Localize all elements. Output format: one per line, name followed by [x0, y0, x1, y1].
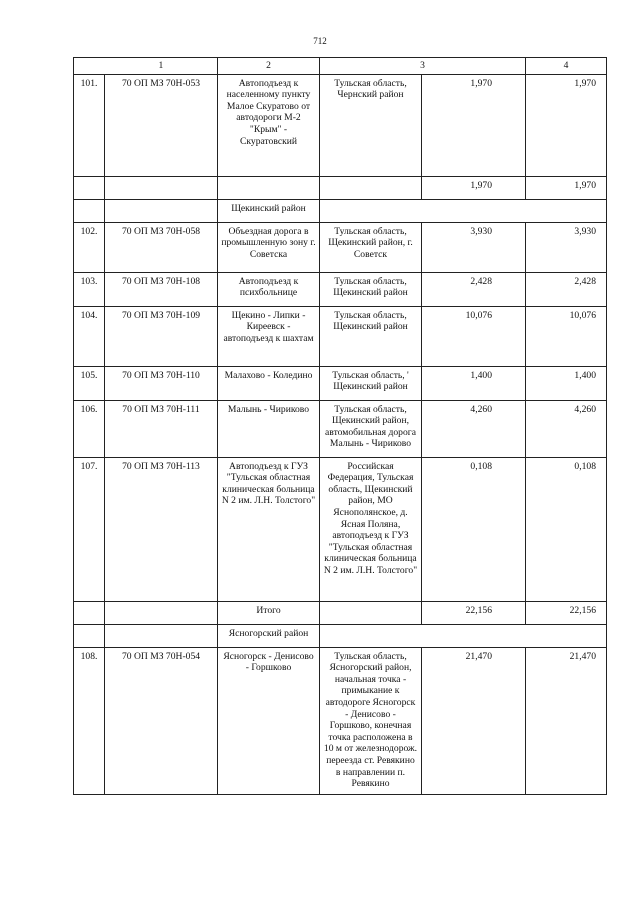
- road-length: 21,470: [422, 647, 526, 794]
- road-name: Автоподъезд к ГУЗ "Тульская областная клиническая больница N 2 им. Л.Н. Толстого": [218, 457, 320, 601]
- district-row: [74, 199, 607, 222]
- empty-cell: [74, 176, 105, 199]
- road-length-total: 4,260: [526, 400, 607, 457]
- subtotal-label: Итого: [218, 601, 320, 624]
- road-code: 70 ОП МЗ 70Н-058: [105, 222, 218, 272]
- row-number: 103.: [74, 272, 105, 306]
- row-number: 102.: [74, 222, 105, 272]
- road-location: Тульская область, Чернский район: [320, 74, 422, 176]
- road-length-total: 3,930: [526, 222, 607, 272]
- road-length-total: 2,428: [526, 272, 607, 306]
- road-length: 0,108: [422, 457, 526, 601]
- road-name: Объездная дорога в промышленную зону г. Советска: [218, 222, 320, 272]
- road-length: 10,076: [422, 306, 526, 366]
- subtotal-length-total: 22,156: [526, 601, 607, 624]
- road-name: Малынь - Чириково: [218, 400, 320, 457]
- table-row: [74, 74, 607, 176]
- page-number: 712: [313, 36, 327, 46]
- empty-cell: [105, 176, 218, 199]
- subtotal-label: [218, 176, 320, 199]
- empty-cell: [105, 624, 218, 647]
- road-name: Автоподъезд к психбольнице: [218, 272, 320, 306]
- table-row: [74, 647, 607, 794]
- row-number: 105.: [74, 366, 105, 400]
- district-name: Щекинский район: [218, 199, 320, 222]
- empty-cell: [105, 601, 218, 624]
- row-number: 108.: [74, 647, 105, 794]
- road-location: Тульская область, Щекинский район: [320, 272, 422, 306]
- road-code: 70 ОП МЗ 70Н-109: [105, 306, 218, 366]
- road-name: Ясногорск - Денисово - Горшково: [218, 647, 320, 794]
- table-row: [74, 272, 607, 306]
- table-row: [74, 457, 607, 601]
- empty-cell: [320, 601, 422, 624]
- empty-cell: [105, 199, 218, 222]
- road-location: Тульская область, Щекинский район: [320, 306, 422, 366]
- road-location: Российская Федерация, Тульская область, Щекинский район, МО Яснополянское, д. Ясная Поляна, автоподъезд к ГУЗ "Тульская областная клиническая больница N 2 им. Л.Н. Толстого": [320, 457, 422, 601]
- table-row: [74, 306, 607, 366]
- road-length-total: 1,400: [526, 366, 607, 400]
- row-number: 104.: [74, 306, 105, 366]
- empty-cell: [320, 176, 422, 199]
- header-col-3: 3: [320, 58, 526, 75]
- road-location: Тульская область, Ясногорский район, начальная точка - примыкание к автодороге Ясногорск - Денисово - Горшково, конечная точка расположена в 10 м от железнодорож. переезда ст. Ревякино в направлении п. Ревякино: [320, 647, 422, 794]
- table-body: [74, 74, 607, 794]
- subtotal-row: [74, 176, 607, 199]
- road-length: 1,970: [422, 74, 526, 176]
- road-length-total: 10,076: [526, 306, 607, 366]
- header-col-1: 1: [158, 60, 164, 71]
- road-location: Тульская область, ' Щекинский район: [320, 366, 422, 400]
- header-cell-1-2: [74, 58, 218, 75]
- district-row: [74, 624, 607, 647]
- road-length-total: 1,970: [526, 74, 607, 176]
- road-location: Тульская область, Щекинский район, автомобильная дорога Малынь - Чириково: [320, 400, 422, 457]
- road-length: 3,930: [422, 222, 526, 272]
- row-number: 107.: [74, 457, 105, 601]
- empty-cell: [74, 199, 105, 222]
- header-col-2: 2: [218, 58, 320, 75]
- subtotal-length: 22,156: [422, 601, 526, 624]
- road-code: 70 ОП МЗ 70Н-108: [105, 272, 218, 306]
- roads-table: [73, 57, 607, 795]
- table-header-row: [74, 58, 607, 75]
- road-length-total: 0,108: [526, 457, 607, 601]
- empty-cell: [74, 624, 105, 647]
- row-number: 106.: [74, 400, 105, 457]
- road-length: 1,400: [422, 366, 526, 400]
- road-name: Автоподъезд к населенному пункту Малое Скуратово от автодороги М-2 "Крым" - Скуратовский: [218, 74, 320, 176]
- table-row: [74, 222, 607, 272]
- empty-cell: [320, 199, 607, 222]
- road-name: Щекино - Липки - Киреевск - автоподъезд к шахтам: [218, 306, 320, 366]
- table-row: [74, 366, 607, 400]
- empty-cell: [320, 624, 607, 647]
- road-code: 70 ОП МЗ 70Н-053: [105, 74, 218, 176]
- road-code: 70 ОП МЗ 70Н-111: [105, 400, 218, 457]
- subtotal-row: [74, 601, 607, 624]
- road-name: Малахово - Коледино: [218, 366, 320, 400]
- road-length: 4,260: [422, 400, 526, 457]
- subtotal-length: 1,970: [422, 176, 526, 199]
- table-row: [74, 400, 607, 457]
- empty-cell: [74, 601, 105, 624]
- road-code: 70 ОП МЗ 70Н-113: [105, 457, 218, 601]
- header-col-4: 4: [526, 58, 607, 75]
- district-name: Ясногорский район: [218, 624, 320, 647]
- road-location: Тульская область, Щекинский район, г. Советск: [320, 222, 422, 272]
- road-code: 70 ОП МЗ 70Н-110: [105, 366, 218, 400]
- row-number: 101.: [74, 74, 105, 176]
- road-length-total: 21,470: [526, 647, 607, 794]
- subtotal-length-total: 1,970: [526, 176, 607, 199]
- road-code: 70 ОП МЗ 70Н-054: [105, 647, 218, 794]
- road-length: 2,428: [422, 272, 526, 306]
